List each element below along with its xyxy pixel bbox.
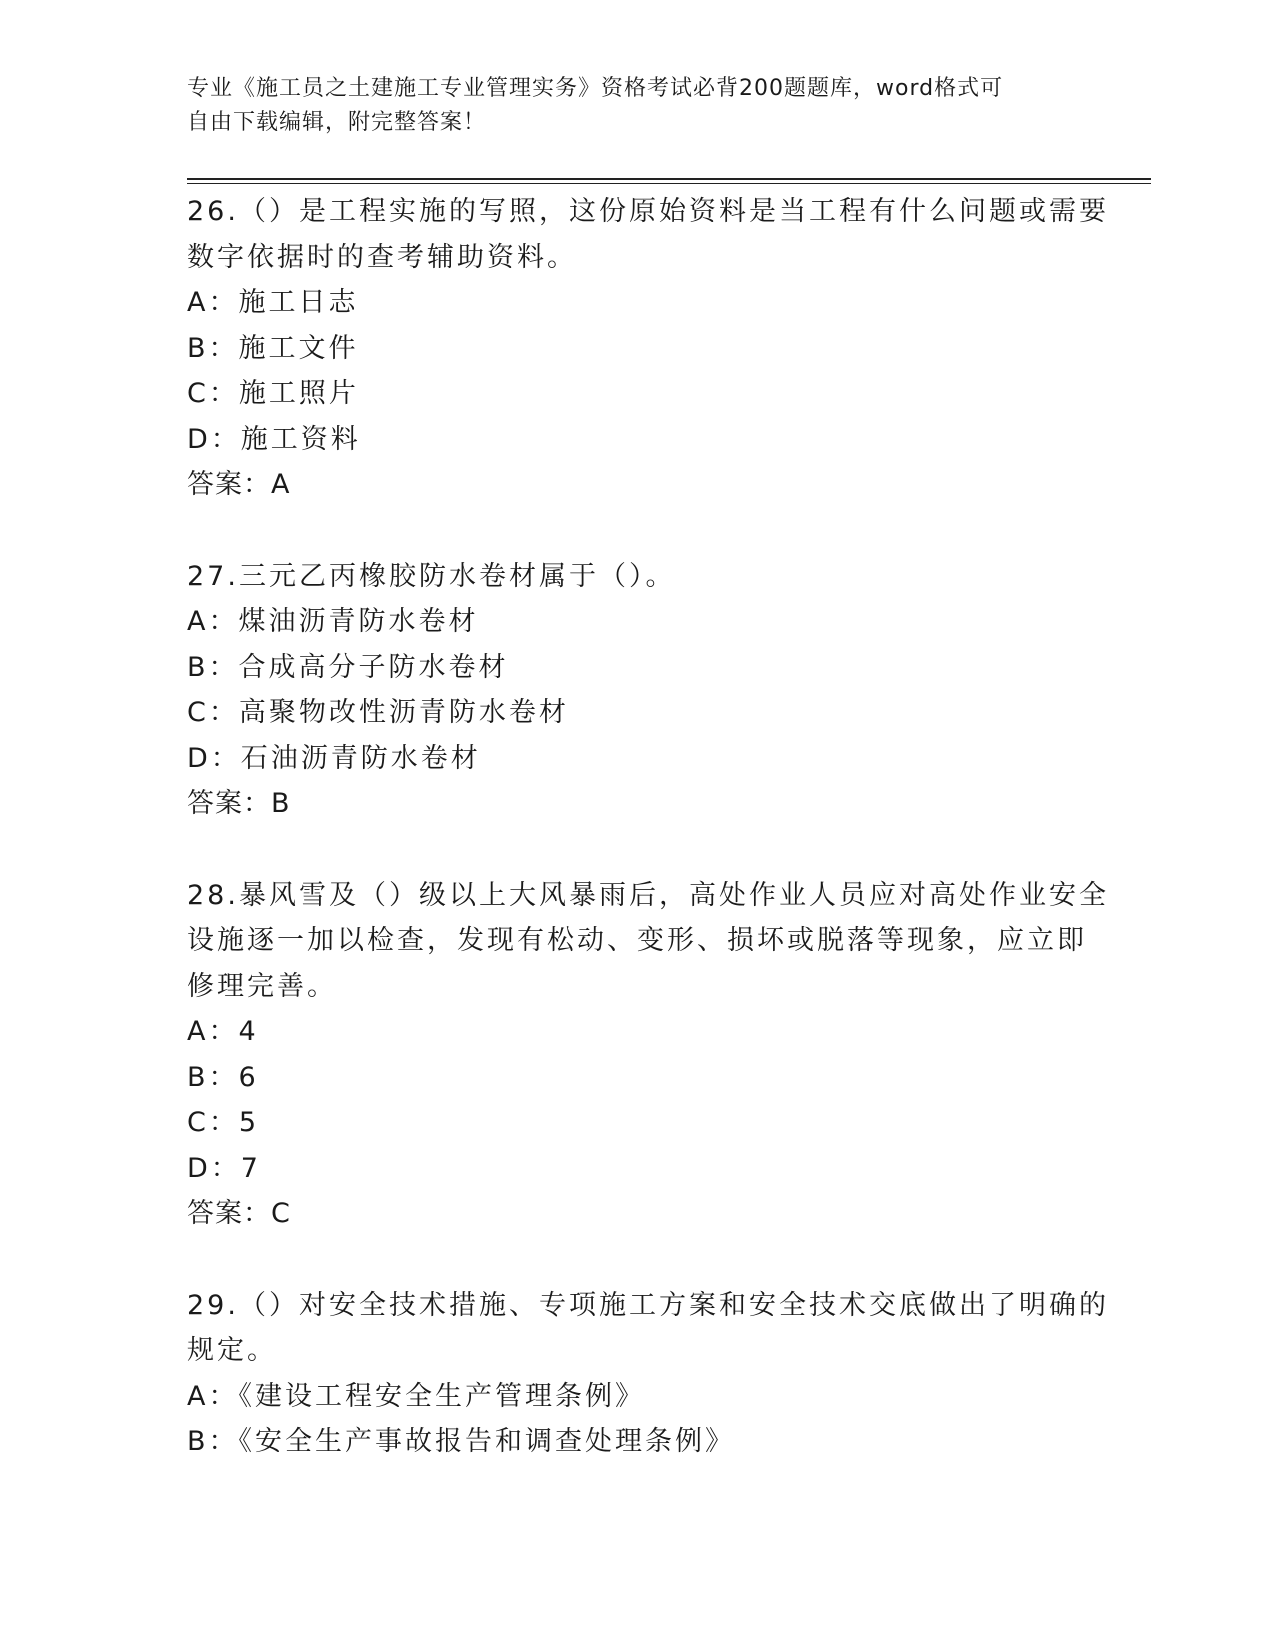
option-c: C：5 [187, 1107, 260, 1138]
question-text: 设施逐一加以检查，发现有松动、变形、损坏或脱落等现象，应立即 [187, 925, 1087, 956]
document-header [187, 72, 1067, 140]
question-list [187, 189, 1109, 1511]
question-text: 28.暴风雪及（）级以上大风暴雨后，高处作业人员应对高处作业安全 [187, 879, 1109, 911]
option-d: D：石油沥青防水卷材 [187, 742, 481, 774]
option-a: A：施工日志 [187, 287, 359, 318]
question-text: 26.（）是工程实施的写照，这份原始资料是当工程有什么问题或需要 [187, 196, 1109, 227]
question-text: 27.三元乙丙橡胶防水卷材属于（）。 [187, 560, 676, 592]
option-b: B：合成高分子防水卷材 [187, 651, 509, 683]
option-b: B：施工文件 [187, 332, 359, 364]
option-a: A：《建设工程安全生产管理条例》 [187, 1380, 645, 1412]
answer: 答案：C [187, 1198, 291, 1229]
question-text: 29.（）对安全技术措施、专项施工方案和安全技术交底做出了明确的 [187, 1289, 1109, 1321]
question-26 [187, 189, 1109, 508]
answer: 答案：A [187, 469, 291, 500]
option-c: C：施工照片 [187, 378, 359, 409]
question-text: 规定。 [187, 1335, 277, 1366]
option-c: C：高聚物改性沥青防水卷材 [187, 697, 569, 728]
question-text: 修理完善。 [187, 970, 337, 1002]
option-b: B：6 [187, 1061, 259, 1093]
header-line-2: 自由下载编辑，附完整答案！ [187, 110, 487, 135]
option-a: A：煤油沥青防水卷材 [187, 606, 479, 637]
option-d: D：7 [187, 1152, 261, 1184]
question-29 [187, 1283, 1109, 1465]
option-a: A：4 [187, 1016, 259, 1047]
option-d: D：施工资料 [187, 423, 361, 455]
header-divider-thin [187, 183, 1151, 184]
answer: 答案：B [187, 788, 291, 819]
header-divider-thick [187, 178, 1151, 180]
question-27 [187, 554, 1087, 827]
option-b: B：《安全生产事故报告和调查处理条例》 [187, 1426, 736, 1457]
header-line-1: 专业《施工员之土建施工专业管理实务》资格考试必背200题题库，word格式可 [187, 76, 1004, 101]
question-28 [187, 873, 1109, 1237]
question-text: 数字依据时的查考辅助资料。 [187, 241, 577, 273]
